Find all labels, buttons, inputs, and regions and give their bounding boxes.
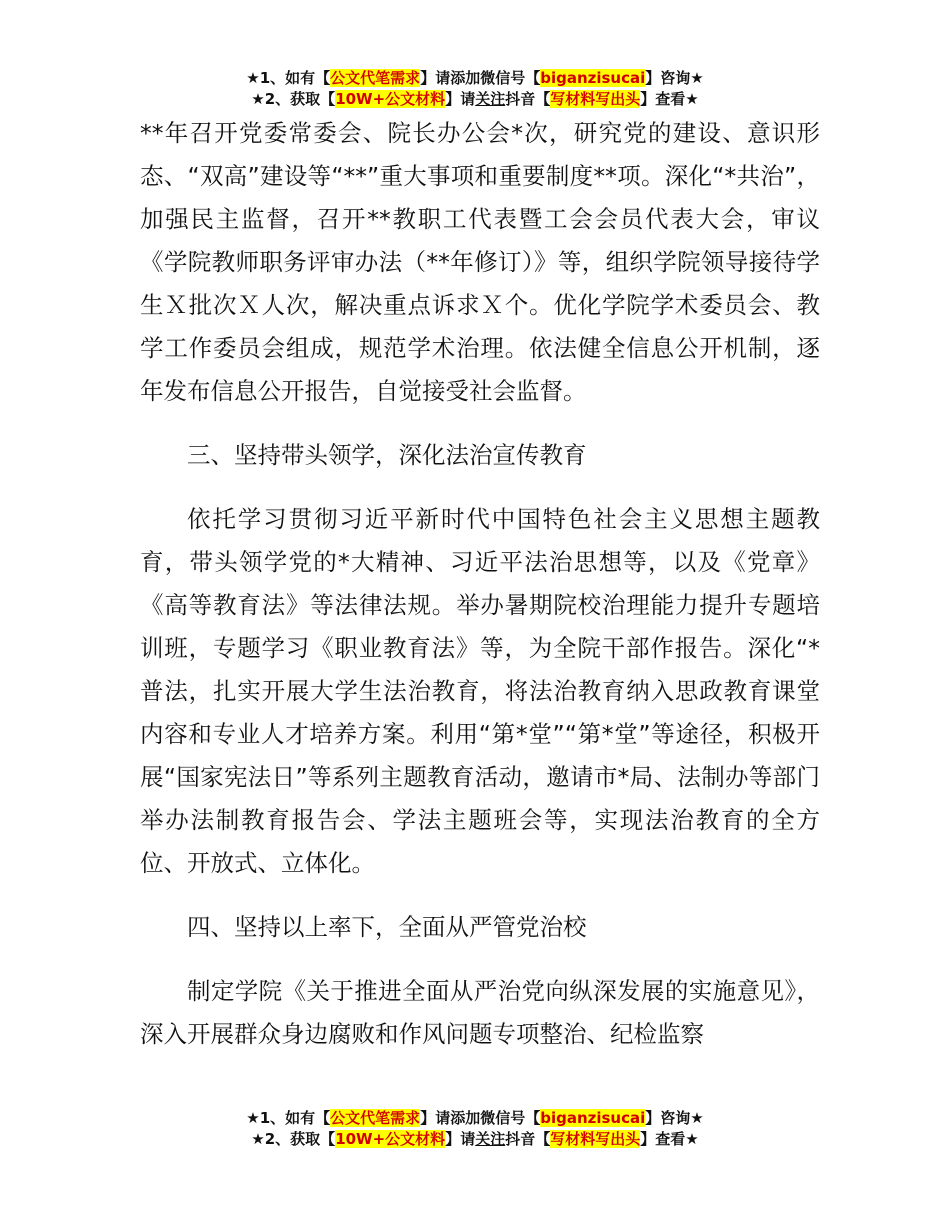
banner-underlined: 关注 [475, 90, 506, 108]
banner-text: 】请添加微信号【 [420, 1109, 541, 1127]
paragraph: **年召开党委常委会、院长办公会*次，研究党的建设、意识形态、“双高”建设等“**”重大事项和重要制度**项。深化“*共治”，加强民主监督，召开**教职工代表暨工会会员代表大会，审议《学院教师职务评审办法（**年修订）》等，组织学院领导接待学生Ｘ批次Ｘ人次，解决重点诉求Ｘ个。优化学院学术委员会、教学工作委员会组成，规范学术治理。依法健全信息公开机制，逐年发布信息公开报告，自觉接受社会监督。 [140, 119, 820, 405]
banner-line-1 [0, 1108, 950, 1129]
banner-highlight: 写材料写出头 [550, 1130, 641, 1148]
banner-text: 】请添加微信号【 [420, 69, 541, 87]
section-heading: 三、坚持带头领学，深化法治宣传教育 [187, 441, 587, 469]
banner-line-2 [0, 89, 950, 110]
banner-text: 】咨询★ [645, 1109, 704, 1127]
banner-text: 】请 [445, 1130, 476, 1148]
banner-text: 】请 [445, 90, 476, 108]
banner-highlight: 写材料写出头 [550, 90, 641, 108]
section-heading: 四、坚持以上率下，全面从严管党治校 [187, 913, 587, 941]
banner-text: ★1、如有【 [246, 69, 331, 87]
banner-text: 抖音【 [505, 90, 551, 108]
wechat-id-highlight: biganzisucai [540, 69, 646, 87]
banner-text: ★1、如有【 [246, 1109, 331, 1127]
paragraph: 依托学习贯彻习近平新时代中国特色社会主义思想主题教育，带头领学党的*大精神、习近平法治思想等，以及《党章》《高等教育法》等法律法规。举办暑期院校治理能力提升专题培训班，专题学习《职业教育法》等，为全院干部作报告。深化“*普法，扎实开展大学生法治教育，将法治教育纳入思政教育课堂内容和专业人才培养方案。利用“第*堂”“第*堂”等途径，积极开展“国家宪法日”等系列主题教育活动，邀请市*局、法制办等部门举办法制教育报告会、学法主题班会等，实现法治教育的全方位、开放式、立体化。 [140, 505, 820, 877]
banner-text: 】查看★ [640, 90, 699, 108]
wechat-id-highlight: biganzisucai [540, 1109, 646, 1127]
banner-highlight: 10W+公文材料 [335, 90, 446, 108]
banner-highlight: 公文代笔需求 [330, 69, 421, 87]
banner-text: 】咨询★ [645, 69, 704, 87]
banner-underlined: 关注 [475, 1130, 506, 1148]
footer-banner [0, 1108, 950, 1150]
banner-highlight: 10W+公文材料 [335, 1130, 446, 1148]
banner-text: ★2、获取【 [251, 90, 336, 108]
banner-highlight: 公文代笔需求 [330, 1109, 421, 1127]
header-banner [0, 68, 950, 110]
banner-line-2 [0, 1129, 950, 1150]
banner-text: 】查看★ [640, 1130, 699, 1148]
banner-text: ★2、获取【 [251, 1130, 336, 1148]
document-body [140, 112, 820, 1056]
banner-text: 抖音【 [505, 1130, 551, 1148]
paragraph: 制定学院《关于推进全面从严治党向纵深发展的实施意见》，深入开展群众身边腐败和作风问题专项整治、纪检监察 [140, 977, 820, 1048]
banner-line-1 [0, 68, 950, 89]
